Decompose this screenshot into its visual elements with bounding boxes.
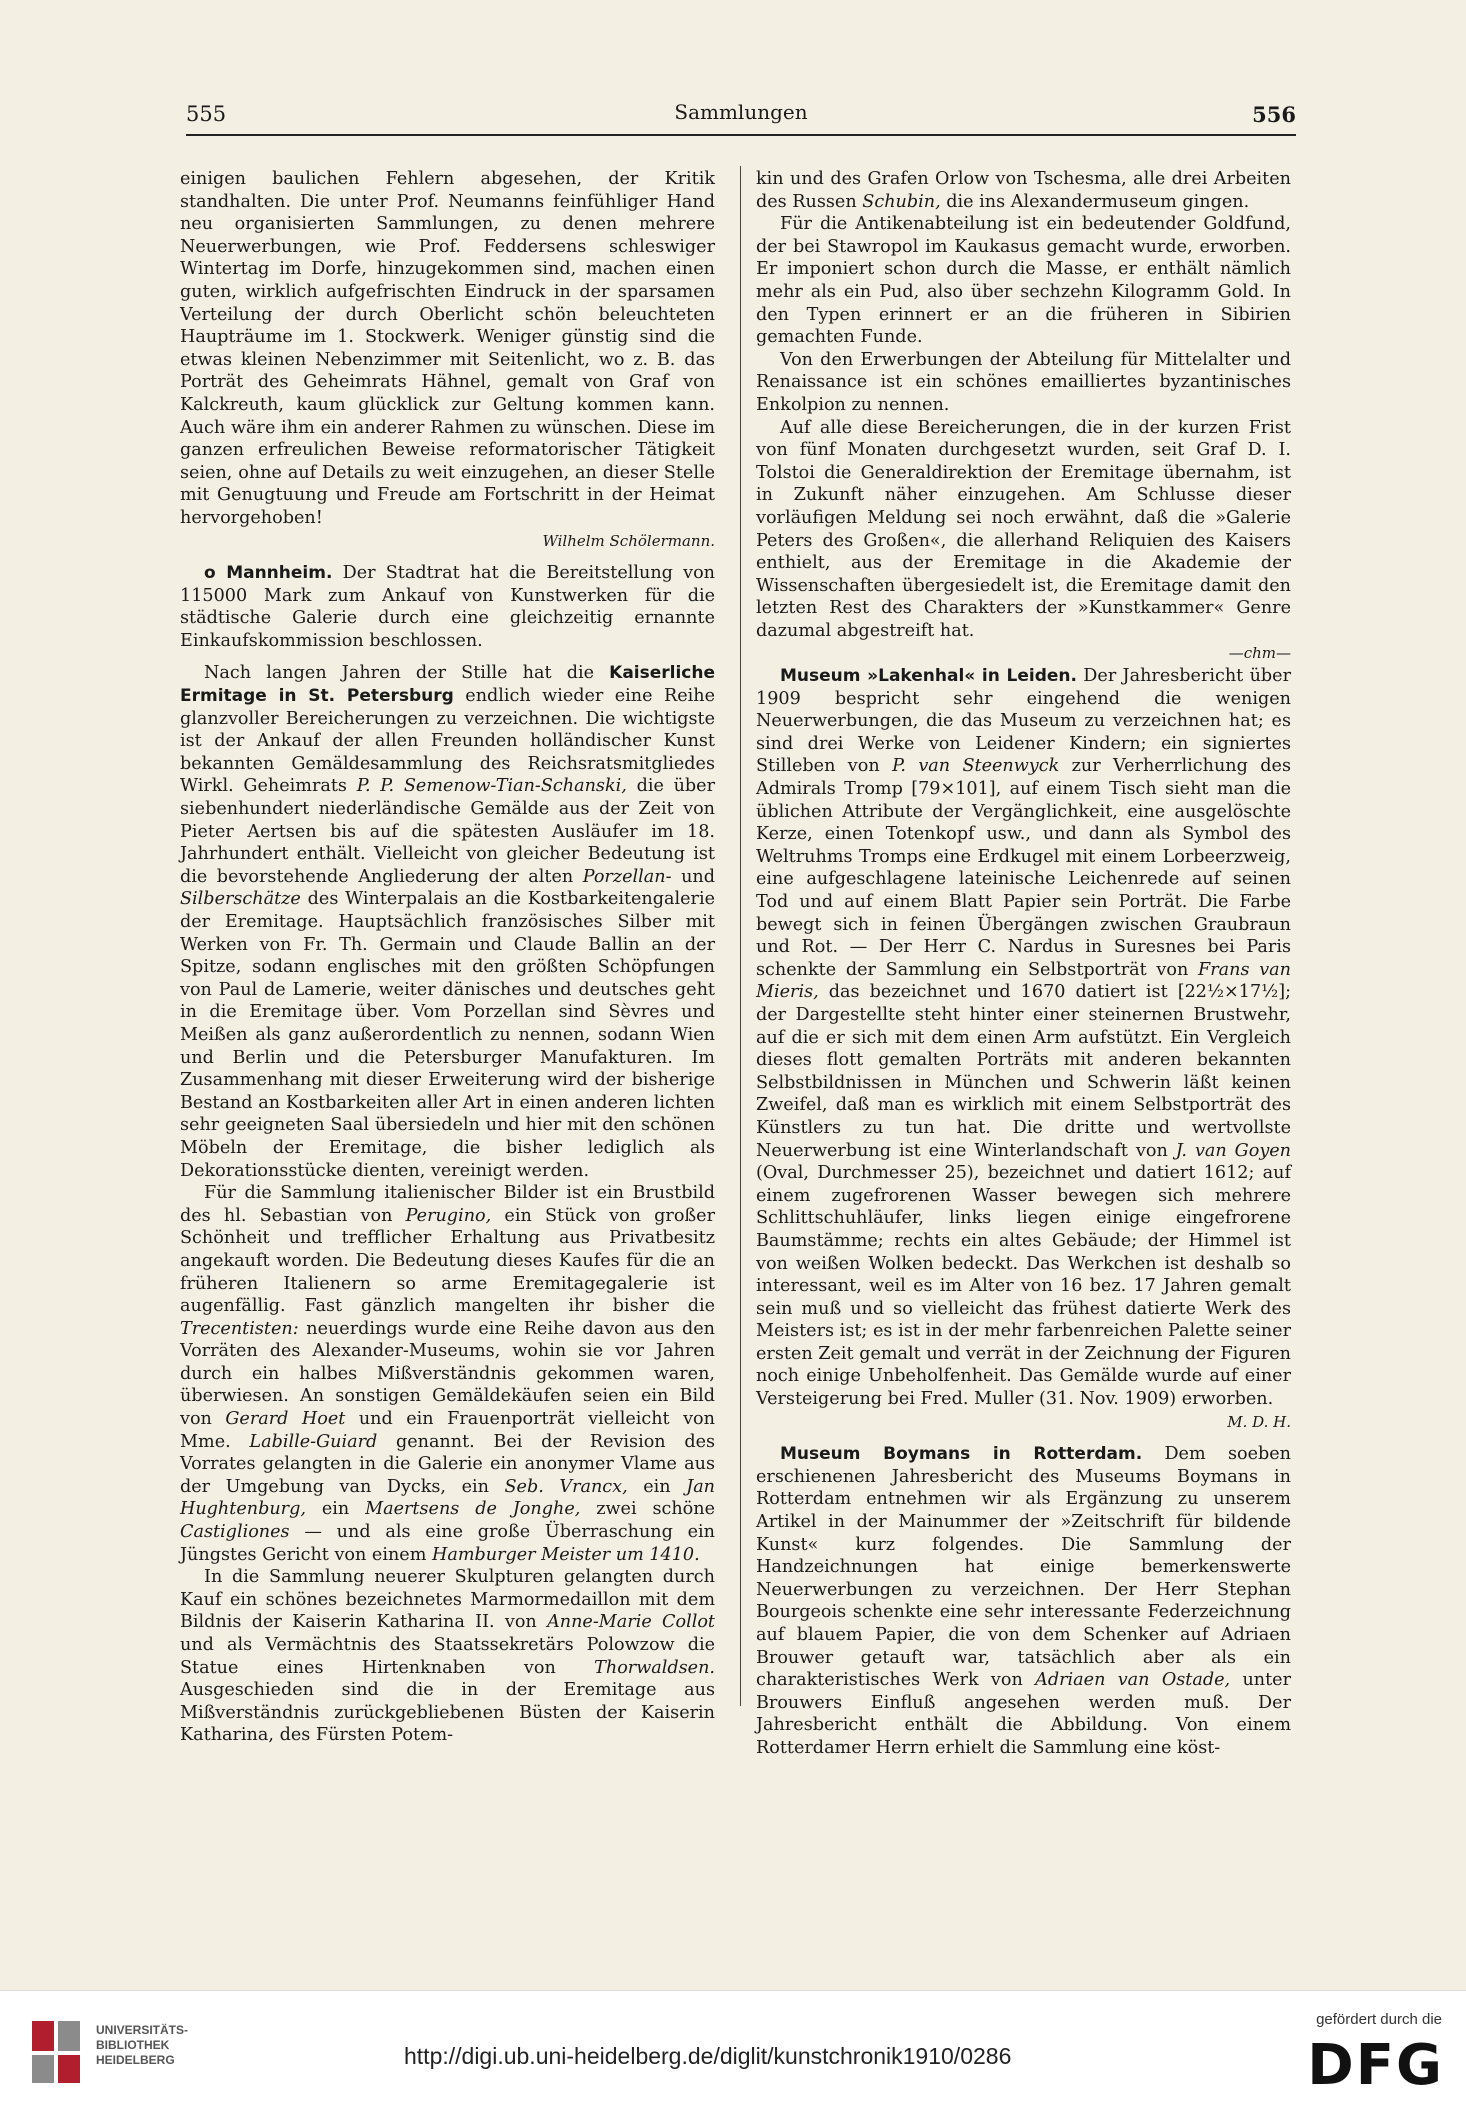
paragraph: In die Sammlung neuerer Skulpturen gelangten durch Kauf ein schönes bezeichnetes Marmormedaillon mit dem Bildnis der Kaiserin Katharina II. von Anne-Marie Collot und als Vermächtnis des Staatssekretärs Polowzow die Statue eines Hirtenknaben von Thorwaldsen. Ausgeschieden sind die in der Eremitage aus Mißverständnis zurückgebliebenen Büsten der Kaiserin Katharina, des Fürsten Potem- — [180, 1567, 716, 1746]
running-title: Sammlungen — [674, 100, 808, 124]
permalink-url[interactable]: http://digi.ub.uni-heidelberg.de/diglit/kunstchronik1910/0286 — [404, 2043, 1012, 2069]
column-divider — [740, 166, 741, 1706]
page-number-left: 555 — [186, 102, 227, 126]
page-number-right: 556 — [1252, 102, 1296, 127]
paragraph: Auf alle diese Bereicherungen, die in der kurzen Frist von fünf Monaten durchgesetzt wurden, seit Graf D. I. Tolstoi die Generaldirektion der Eremitage übernahm, ist in Zukunft näher einzugehen. Am Schlusse dieser vorläufigen Meldung sei noch erwähnt, daß die »Galerie Peters des Großen«, die allerhand Reliquien des Kaisers enthielt, aus der Eremitage in die Akademie der Wissenschaften übergesiedelt ist, die Eremitage damit den letzten Rest des Charakters der »Kunstkammer« Genre dazumal abgestreift hat. — [756, 417, 1291, 641]
library-logo[interactable] — [28, 2017, 189, 2087]
paragraph-lakenhal: Museum »Lakenhal« in Leiden. Der Jahresbericht über 1909 bespricht sehr eingehend die wenigen Neuerwerbungen, die das Museum zu verzeichnen hat; es sind drei Werke von Leidener Kindern; ein signiertes Stilleben von P. van Steenwyck zur Verherrlichung des Admirals Tromp [79×101], auf einem Tisch sieht man die üblichen Attribute der Vergänglichkeit, eine ausgelöschte Kerze, einen Totenkopf usw., und dann als Symbol des Weltruhms Tromps eine Erdkugel mit einem Lorbeerzweig, eine aufgeschlagene lateinische Leichenrede auf seinen Tod und auf einem Blatt Papier sein Porträt. Die Farbe bewegt sich in feinen Übergängen zwischen Graubraun und Rot. — Der Herr C. Nardus in Suresnes bei Paris schenkte der Sammlung ein Selbstporträt von Frans van Mieris, das bezeichnet und 1670 datiert ist [22½×17½]; der Dargestellte steht hinter einer steinernen Brustwehr, auf die er sich mit dem einen Arm aufstützt. Ein Vergleich dieses flott gemalten Porträts mit anderen bekannten Selbstbildnissen in München und Schwerin läßt keinen Zweifel, daß man es wirklich mit einem Selbstporträt des Künstlers zu tun hat. Die dritte und wertvollste Neuerwerbung ist eine Winterlandschaft von J. van Goyen (Oval, Durchmesser 25), bezeichnet und datiert 1612; auf einem zugefrorenen Wasser bewegen sich mehrere Schlittschuhläufer, links liegen einige eingefrorene Baumstämme; rechts ein altes Gebäude; der Himmel ist von weißen Wolken bedeckt. Das Werkchen ist deshalb so interessant, weil es im Alter von 16 bez. 17 Jahren gemalt sein muß und so vielleicht das frühest datierte Werk des Meisters ist; es ist in der mehr farbenreichen Palette seiner ersten Zeit gemalt und verrät in der Zeichnung der Figuren noch einige Unbeholfenheit. Das Gemälde wurde auf einer Versteigerung bei Fred. Muller (31. Nov. 1909) erworben. — [756, 666, 1292, 1410]
paragraph-ermitage: Nach langen Jahren der Stille hat die Kaiserliche Ermitage in St. Petersburg endlich wieder eine Reihe glanzvoller Bereicherungen zu verzeichnen. Die wichtigste ist der Ankauf der allen Freunden holländischer Kunst bekannten Gemäldesammlung des Reichsratsmitgliedes Wirkl. Geheimrats P. P. Semenow-Tian-Schanski, die über siebenhundert niederländische Gemälde aus der Zeit von Pieter Aertsen bis auf die spätesten Ausläufer im 18. Jahrhundert enthält. Vielleicht von gleicher Bedeutung ist die bevorstehende Angliederung der alten Porzellan- und Silberschätze des Winterpalais an die Kostbarkeitengalerie der Eremitage. Hauptsächlich französisches Silber mit Werken von Fr. Th. Germain und Claude Ballin an der Spitze, sodann englisches mit den größten Schöpfungen von Paul de Lamerie, weiter dänisches und deutsches geht in die Eremitage über. Vom Porzellan sind Sèvres und Meißen als ganz außerordentlich zu nennen, sodann Wien und Berlin und die Petersburger Manufakturen. Im Zusammenhang mit dieser Erweiterung wird der bisherige Bestand an Kostbarkeiten aller Art in einen anderen lichten sehr geeigneten Saal übersiedeln und hier mit den schönen Möbeln der Eremitage, die bisher lediglich als Dekorationsstücke dienten, vereinigt werden. — [180, 663, 716, 1181]
page-header — [186, 96, 1296, 136]
viewer-footer — [0, 1990, 1466, 2106]
section-heading: Museum Boymans in Rotterdam. — [780, 1444, 1143, 1465]
section-heading: Kaiserliche Ermitage in St. Petersburg — [180, 663, 716, 707]
right-column — [756, 168, 1291, 1760]
signature: —chm— — [1228, 644, 1291, 663]
funding-label: gefördert durch die — [1316, 2011, 1442, 2028]
paragraph-mannheim: o Mannheim. Der Stadtrat hat die Bereitstellung von 115000 Mark zum Ankauf von Kunstwerken für die städtische Galerie durch eine gleichzeitig ernannte Einkaufskommission beschlossen. — [180, 563, 715, 651]
dfg-logo[interactable]: DFG — [1307, 2033, 1444, 2098]
library-seal-icon — [28, 2017, 88, 2087]
paragraph: Für die Antikenabteilung ist ein bedeutender Goldfund, der bei Stawropol im Kaukasus gemacht wurde, erworben. Er imponiert schon durch die Masse, er enthält nämlich mehr als ein Pud, also über sechzehn Kilogramm Gold. In den Typen erinnert er an die früheren in Sibirien gemachten Funde. — [756, 214, 1291, 348]
signature: Wilhelm Schölermann. — [542, 531, 715, 550]
header-rule — [186, 134, 1296, 136]
paragraph: kin und des Grafen Orlow von Tschesma, alle drei Arbeiten des Russen Schubin, die ins Alexandermuseum gingen. — [756, 169, 1291, 212]
signature: M. D. H. — [1227, 1412, 1291, 1431]
section-heading: o Mannheim. — [204, 563, 333, 584]
paragraph: Von den Erwerbungen der Abteilung für Mittelalter und Renaissance ist ein schönes emailliertes byzantinisches Enkolpion zu nennen. — [756, 349, 1291, 415]
left-column — [180, 168, 715, 1747]
paragraph: Für die Sammlung italienischer Bilder ist ein Brustbild des hl. Sebastian von Perugino, ein Stück von großer Schönheit und trefflicher Erhaltung aus Privatbesitz angekauft worden. Die Bedeutung dieses Kaufes für die an früheren Italienern so arme Eremitagegalerie ist augenfällig. Fast gänzlich mangelten ihr bisher die Trecentisten: neuerdings wurde eine Reihe davon aus den Vorräten des Alexander-Museums, wohin sie vor Jahren durch ein halbes Mißverständnis gekommen waren, überwiesen. An sonstigen Gemäldekäufen seien ein Bild von Gerard Hoet und ein Frauenporträt vielleicht von Mme. Labille-Guiard genannt. Bei der Revision des Vorrates gelangten in die Galerie ein anonymer Vlame aus der Umgebung van Dycks, ein Seb. Vrancx, ein Jan Hughtenburg, ein Maertsens de Jonghe, zwei schöne Castigliones — und als eine große Überraschung ein Jüngstes Gericht von einem Hamburger Meister um 1410. — [180, 1183, 716, 1565]
paragraph-boymans: Museum Boymans in Rotterdam. Dem soeben erschienenen Jahresbericht des Museums Boymans in Rotterdam entnehmen wir als Ergänzung zu unserem Artikel in der Mainummer der »Zeitschrift für bildende Kunst« kurz folgendes. Die Sammlung der Handzeichnungen hat einige bemerkenswerte Neuerwerbungen zu verzeichnen. Der Herr Stephan Bourgeois schenkte eine sehr interessante Federzeichnung auf blauem Papier, die von dem Schenker auf Adriaen Brouwer getauft war, tatsächlich aber als ein charakteristisches Werk von Adriaen van Ostade, unter Brouwers Einfluß angesehen werden muß. Der Jahresbericht enthält die Abbildung. Von einem Rotterdamer Herrn erhielt die Sammlung eine köst- — [756, 1444, 1292, 1758]
section-heading: Museum »Lakenhal« in Leiden. — [780, 666, 1077, 687]
paragraph: einigen baulichen Fehlern abgesehen, der Kritik standhalten. Die unter Prof. Neumanns feinfühliger Hand neu organisierten Sammlungen, zu denen mehrere Neuerwerbungen, wie Prof. Feddersens schleswiger Wintertag im Dorfe, hinzugekommen sind, machen einen guten, wirklich aufgefrischten Eindruck in der sparsamen Verteilung der durch Oberlicht schön beleuchteten Haupträume im 1. Stockwerk. Weniger günstig sind die etwas kleinen Nebenzimmer mit Seitenlicht, wo z. B. das Porträt des Geheimrats Hähnel, gemalt von Graf von Kalckreuth, kaum glücklick zur Geltung kommen kann. Auch wäre ihm ein anderer Rahmen zu wünschen. Diese im ganzen erfreulichen Beweise reformatorischer Tätigkeit seien, ohne auf Details zu weit einzugehen, an dieser Stelle mit Genugtuung und Freude am Fortschritt in der Heimat hervorgehoben! — [180, 169, 715, 528]
library-name: UNIVERSITÄTS- BIBLIOTHEK HEIDELBERG — [96, 2023, 189, 2067]
